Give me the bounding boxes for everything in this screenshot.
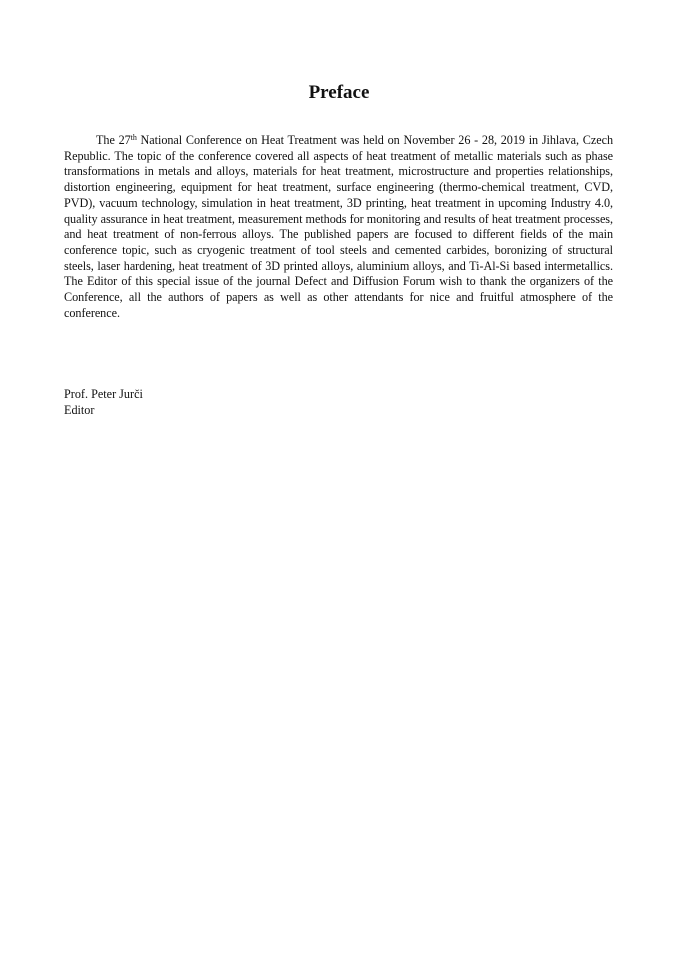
ordinal-superscript: th [130,133,137,142]
editor-role: Editor [64,402,95,417]
signature-block [64,387,143,418]
paragraph-lead: The 27 [96,133,131,147]
editor-name: Prof. Peter Jurči [64,387,143,401]
paragraph-body: National Conference on Heat Treatment was held on November 26 - 28, 2019 in Jihlava, Czech Republic. The topic of the conference covered all aspects of heat treatment of metallic materials such as phase transformations in metals and alloys, materials for heat treatment, microstructure and properties relationships, distortion engineering, equipment for heat treatment, surface engineering (thermo-chemical treatment, CVD, PVD), vacuum technology, simulation in heat treatment, 3D printing, heat treatment in upcoming Industry 4.0, quality assurance in heat treatment, measurement methods for monitoring and results of heat treatment processes, and heat treatment of non-ferrous alloys. The published papers are focused to different fields of the main conference topic, such as cryogenic treatment of tool steels and cemented carbides, boronizing of structural steels, laser hardening, heat treatment of 3D printed alloys, aluminium alloys, and Ti-Al-Si based intermetallics. The Editor of this special issue of the journal Defect and Diffusion Forum wish to thank the organizers of the Conference, all the authors of papers as well as other attendants for nice and fruitful atmosphere of the conference. [64,133,613,320]
preface-paragraph [64,133,613,321]
page-title: Preface [308,82,370,103]
